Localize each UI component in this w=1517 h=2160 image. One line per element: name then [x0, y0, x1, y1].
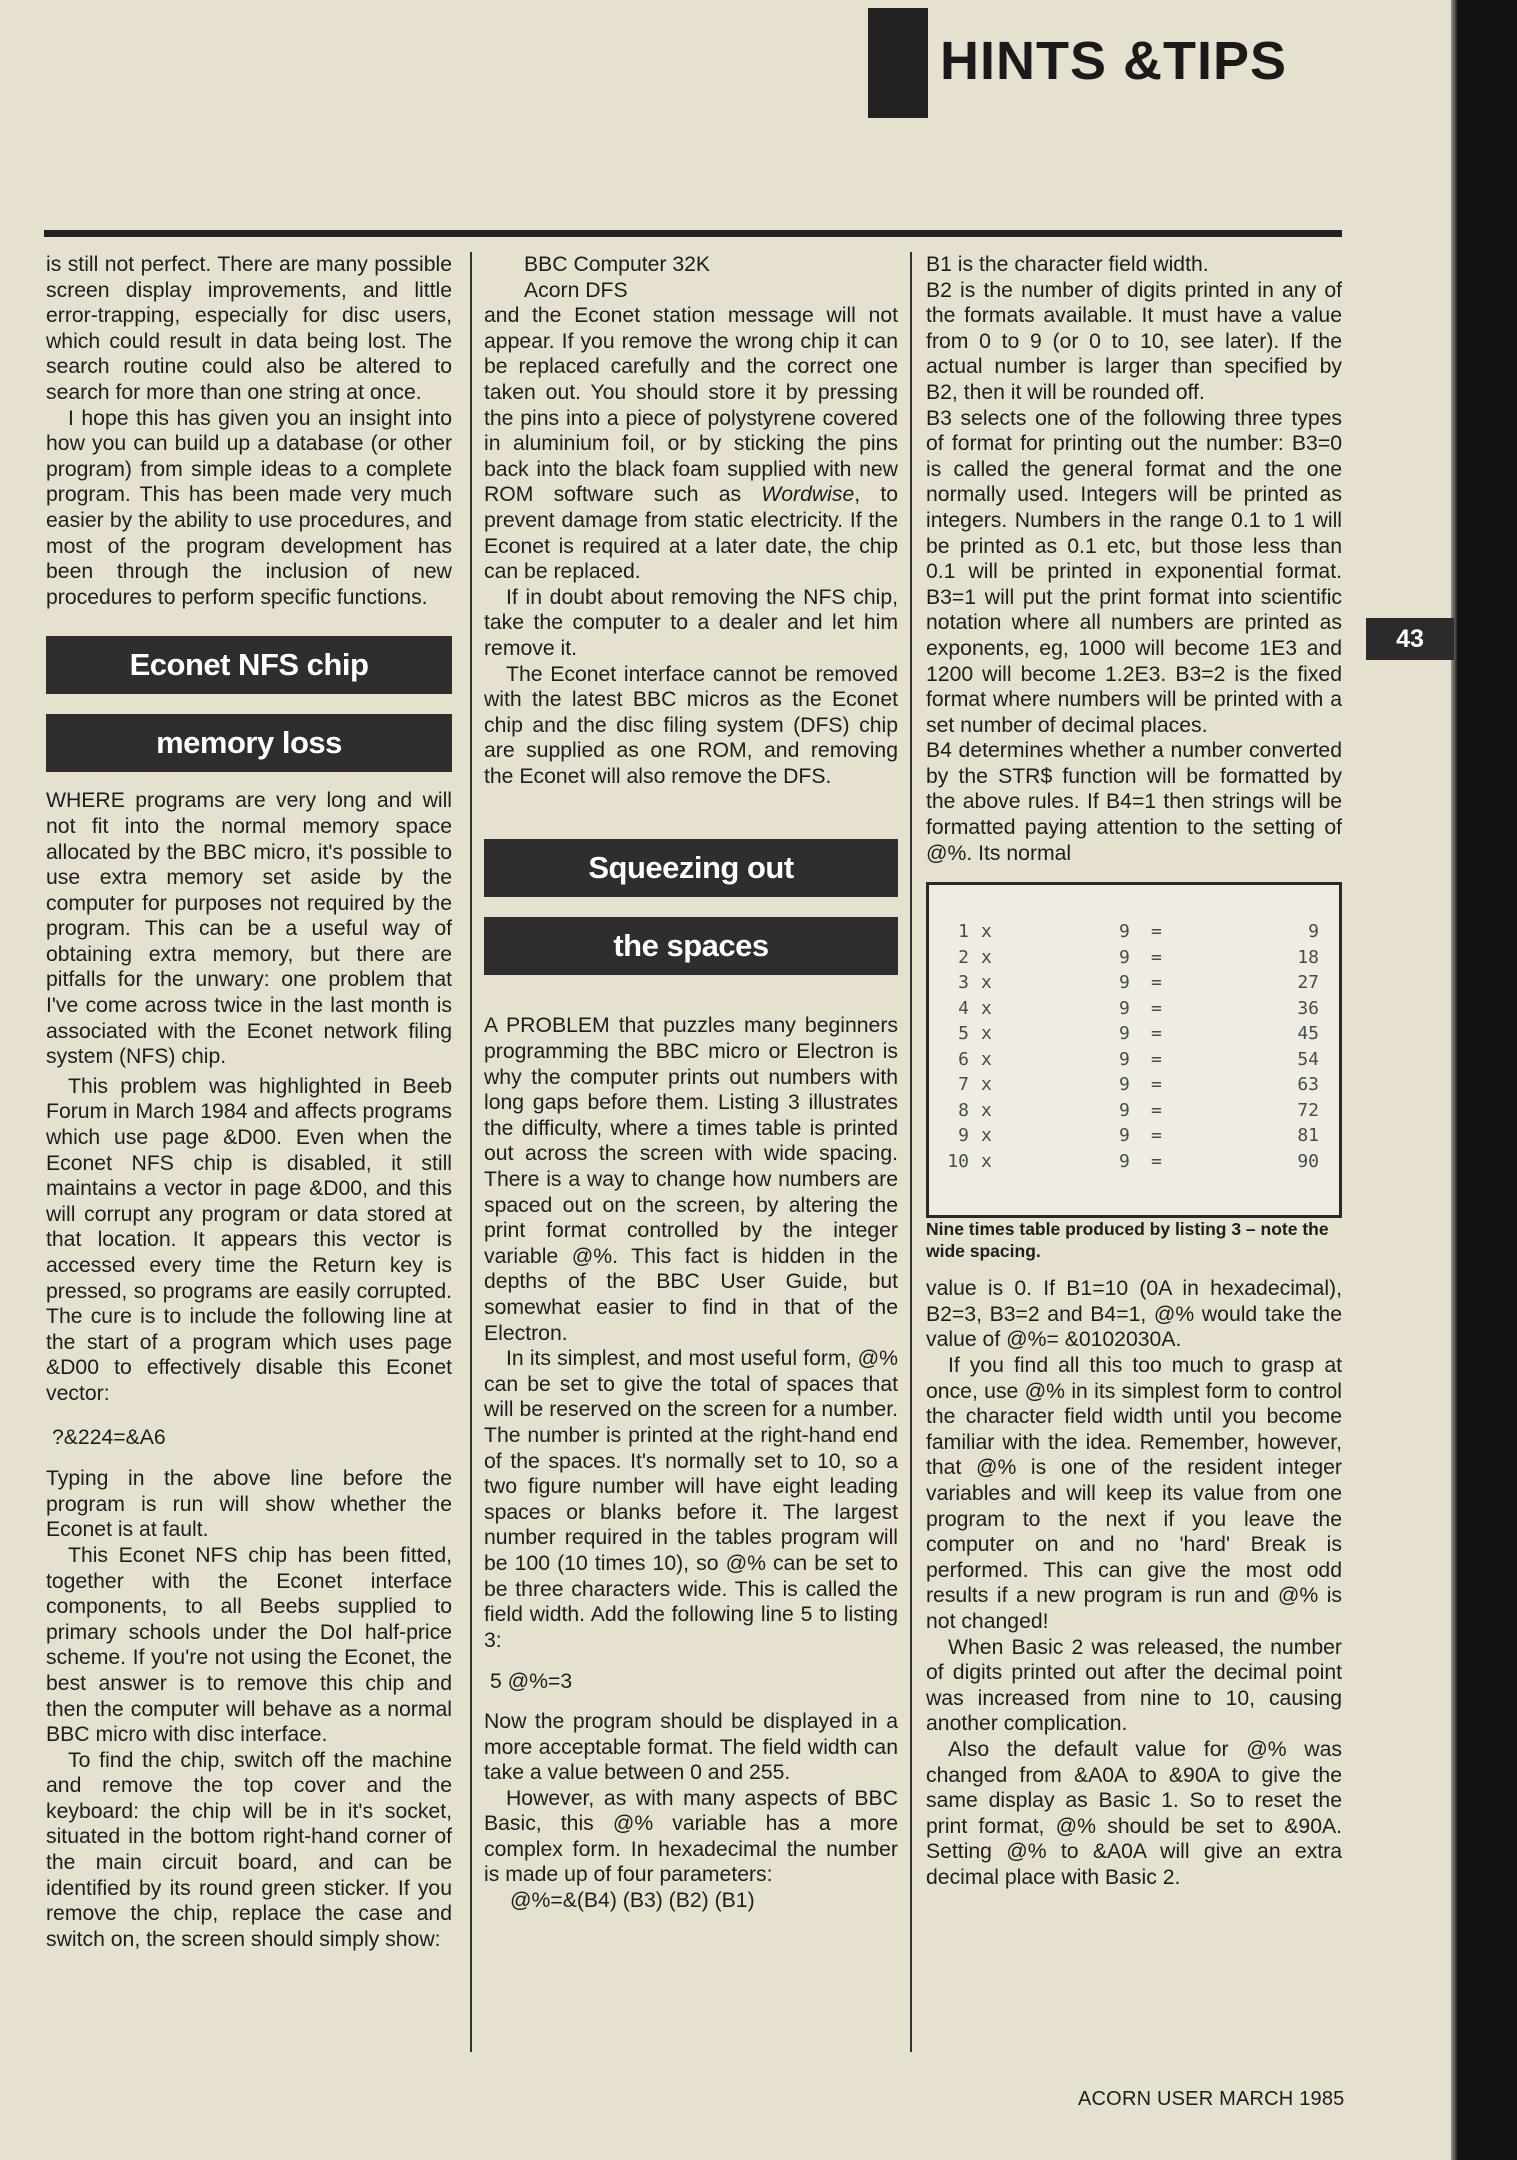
listing-row — [929, 945, 1339, 969]
listing-cell-n: 6 — [958, 1048, 969, 1070]
column-divider-2 — [910, 252, 912, 2052]
listing-row — [929, 996, 1339, 1020]
listing-cell-n: 10 — [947, 1150, 969, 1172]
paragraph: This problem was highlighted in Beeb Forum in March 1984 and affects programs which use page &D00. Even when the Econet NFS chip is disabled, it still maintains a vector in page &D00, and this will corrupt any program or data stored at that location. It appears this vector is accessed every time the Return key is pressed, so programs are easily corrupted. The cure is to include the following line at the start of a program which uses page &D00 to effectively disable this Econet vector: — [46, 1074, 452, 1405]
listing-row — [929, 1149, 1339, 1173]
headline-memory-loss: memory loss — [46, 714, 452, 772]
screen-output-line: Acorn DFS — [524, 278, 628, 302]
listing-cell-eq: = — [1151, 1150, 1162, 1172]
listing-cell-x: x — [981, 1150, 992, 1172]
listing-row — [929, 919, 1339, 943]
listing-cell-n: 3 — [958, 972, 969, 994]
listing-cell-eq: = — [1151, 1099, 1162, 1121]
column-1 — [46, 252, 452, 1952]
listing-cell-n: 2 — [958, 946, 969, 968]
listing-row — [929, 970, 1339, 994]
listing-cell-m: 9 — [1119, 1099, 1130, 1121]
listing-cell-m: 9 — [1119, 946, 1130, 968]
paragraph: If in doubt about removing the NFS chip, take the computer to a dealer and let him remove it. — [484, 585, 898, 660]
listing-row — [929, 1072, 1339, 1096]
listing-cell-eq: = — [1151, 921, 1162, 943]
listing-cell-x: x — [981, 946, 992, 968]
column-3 — [926, 252, 1342, 1891]
listing-cell-n: 7 — [958, 1074, 969, 1096]
listing-cell-x: x — [981, 1099, 992, 1121]
listing-cell-m: 9 — [1119, 1125, 1130, 1147]
listing-cell-n: 4 — [958, 997, 969, 1019]
paragraph: B3 selects one of the following three types of format for printing out the number: B3=0 is called the general format and the one normally used. Integers will be printed as integers. Numbers in the range 0.1 to 1 will be printed as 0.1 etc, but those less than 0.1 will be printed in exponential format. B3=1 will put the print format into scientific notation where all numbers are printed as exponents, eg, 1000 will become 1E3 and 1200 will become 1.2E3. B3=2 is the fixed format where numbers will be printed with a set number of decimal places. — [926, 406, 1342, 737]
listing-cell-r: 18 — [1297, 946, 1319, 968]
paragraph: WHERE programs are very long and will not fit into the normal memory space allocated by the BBC micro, it's possible to use extra memory set aside by the computer for purposes not required by the program. This can be a useful way of obtaining extra memory, but there are pitfalls for the unwary: one problem that I've come across twice in the last month is associated with the Econet network filing system (NFS) chip. — [46, 789, 452, 1069]
listing-row — [929, 1047, 1339, 1071]
paragraph: Also the default value for @% was changed from &A0A to &90A to give the same display as Basic 1. So to reset the print format, @% should be set to &90A. Setting @% to &A0A will give an extra decimal place with Basic 2. — [926, 1737, 1342, 1889]
paragraph: I hope this has given you an insight into how you can build up a database (or other program) from simple ideas to a complete program. This has been made very much easier by the ability to use procedures, and most of the program development has been through the inclusion of new procedures to perform specific functions. — [46, 406, 452, 609]
listing-cell-m: 9 — [1119, 972, 1130, 994]
listing-cell-r: 81 — [1297, 1125, 1319, 1147]
column-divider-1 — [470, 252, 472, 2052]
listing-cell-n: 8 — [958, 1099, 969, 1121]
listing-row — [929, 1098, 1339, 1122]
listing-3-output — [926, 882, 1342, 1218]
listing-cell-m: 9 — [1119, 1048, 1130, 1070]
listing-cell-n: 1 — [958, 921, 969, 943]
code-line: 5 @%=3 — [490, 1670, 573, 1694]
listing-cell-r: 27 — [1297, 972, 1319, 994]
listing-cell-m: 9 — [1119, 1023, 1130, 1045]
paragraph: B4 determines whether a number converted by the STR$ function will be formatted by the above rules. If B4=1 then strings will be formatted paying attention to the setting of @%. Its normal — [926, 739, 1342, 865]
listing-cell-r: 90 — [1297, 1150, 1319, 1172]
listing-cell-x: x — [981, 1074, 992, 1096]
listing-cell-eq: = — [1151, 1074, 1162, 1096]
listing-cell-m: 9 — [1119, 1074, 1130, 1096]
header-rule — [44, 230, 1342, 237]
listing-cell-r: 9 — [1308, 921, 1319, 943]
listing-cell-r: 36 — [1297, 997, 1319, 1019]
paragraph: Typing in the above line before the program is run will show whether the Econet is at fault. — [46, 1467, 452, 1542]
screen-output-line: BBC Computer 32K — [524, 253, 711, 276]
listing-cell-x: x — [981, 972, 992, 994]
text-run: and the Econet station message will not appear. If you remove the wrong chip it can be replaced carefully and the correct one taken out. You should store it by pressing the pins into a piece of polystyrene covered in aluminium foil, or by sticking the pins back into the black foam supplied with new ROM software such as — [484, 304, 898, 507]
listing-row — [929, 1123, 1339, 1147]
listing-cell-eq: = — [1151, 1023, 1162, 1045]
listing-cell-x: x — [981, 1023, 992, 1045]
listing-cell-n: 5 — [958, 1023, 969, 1045]
section-title: HINTS &TIPS — [940, 31, 1288, 91]
listing-cell-eq: = — [1151, 1048, 1162, 1070]
paragraph: is still not perfect. There are many possible screen display improvements, and little error-trapping, especially for disc users, which could result in data being lost. The search routine could also be altered to search for more than one string at once. — [46, 253, 452, 404]
paragraph: However, as with many aspects of BBC Basic, this @% variable has a more complex form. In hexadecimal the number is made up of four parameters: — [484, 1786, 898, 1887]
paragraph: Now the program should be displayed in a more acceptable format. The field width can take a value between 0 and 255. — [484, 1709, 898, 1785]
listing-cell-x: x — [981, 1125, 992, 1147]
headline-squeezing-out: Squeezing out — [484, 839, 898, 897]
paragraph: In its simplest, and most useful form, @% can be set to give the total of spaces that will be reserved on the screen for a number. The number is printed at the right-hand end of the spaces. It's normally set to 10, so a two figure number will have eight leading spaces or blanks before it. The largest number required in the tables program will be 100 (10 times 10), so @% can be set to be three characters wide. This is called the field width. Add the following line 5 to listing 3: — [484, 1347, 898, 1652]
text-run: , to prevent damage from static electricity. If the Econet is required at a later date, the chip can be replaced. — [484, 483, 898, 584]
listing-cell-r: 63 — [1297, 1074, 1319, 1096]
listing-cell-x: x — [981, 1048, 992, 1070]
page-number-tab: 43 — [1366, 618, 1454, 660]
listing-cell-m: 9 — [1119, 997, 1130, 1019]
header-black-block — [868, 8, 928, 118]
paragraph: A PROBLEM that puzzles many beginners programming the BBC micro or Electron is why the computer prints out numbers with long gaps before them. Listing 3 illustrates the difficulty, where a times table is printed out across the screen with wide spacing. There is a way to change how numbers are spaced out on the screen, by altering the print format controlled by the integer variable @%. This fact is hidden in the depths of the BBC User Guide, but somewhat easier to find in that of the Electron. — [484, 1014, 898, 1345]
listing-cell-m: 9 — [1119, 1150, 1130, 1172]
listing-cell-eq: = — [1151, 972, 1162, 994]
headline-the-spaces: the spaces — [484, 917, 898, 975]
paragraph: B1 is the character field width. — [926, 253, 1209, 276]
listing-cell-x: x — [981, 921, 992, 943]
page-binding-edge — [1451, 0, 1517, 2160]
listing-cell-r: 54 — [1297, 1048, 1319, 1070]
listing-caption: Nine times table produced by listing 3 – note the wide spacing. — [926, 1219, 1329, 1262]
code-line: @%=&(B4) (B3) (B2) (B1) — [510, 1889, 755, 1913]
listing-cell-n: 9 — [958, 1125, 969, 1147]
headline-econet-nfs-chip: Econet NFS chip — [46, 636, 452, 694]
paragraph: If you find all this too much to grasp at once, use @% in its simplest form to control the character field width until you become familiar with the idea. Remember, however, that @% is one of the resident integer variables and will keep its value from one program to the next if you leave the computer on and no 'hard' Break is performed. This can give the most odd results if a new program is run and @% is not changed! — [926, 1354, 1342, 1633]
listing-cell-x: x — [981, 997, 992, 1019]
paragraph: B2 is the number of digits printed in any of the formats available. It must have a value from 0 to 9 (or 0 to 10, see later). If the actual number is larger than specified by B2, then it will be rounded off. — [926, 278, 1342, 404]
listing-row — [929, 1021, 1339, 1045]
listing-cell-r: 45 — [1297, 1023, 1319, 1045]
paragraph: value is 0. If B1=10 (0A in hexadecimal), B2=3, B3=2 and B4=1, @% would take the value of @%= &0102030A. — [926, 1277, 1342, 1352]
listing-cell-eq: = — [1151, 997, 1162, 1019]
paragraph: This Econet NFS chip has been fitted, together with the Econet interface components, to all Beebs supplied to primary schools under the DoI half-price scheme. If you're not using the Econet, the best answer is to remove this chip and then the computer will behave as a normal BBC micro with disc interface. — [46, 1543, 452, 1747]
paragraph — [484, 303, 898, 585]
listing-cell-m: 9 — [1119, 921, 1130, 943]
listing-cell-eq: = — [1151, 1125, 1162, 1147]
paragraph: The Econet interface cannot be removed with the latest BBC micros as the Econet chip and the disc filing system (DFS) chip are supplied as one ROM, and removing the Econet will also remove the DFS. — [484, 662, 898, 788]
column-2 — [484, 252, 898, 1914]
code-line: ?&224=&A6 — [52, 1425, 166, 1449]
emphasis-wordwise: Wordwise — [761, 483, 855, 507]
paragraph: To find the chip, switch off the machine and remove the top cover and the keyboard: the chip will be in it's socket, situated in the bottom right-hand corner of the main circuit board, and can be identified by its round green sticker. If you remove the chip, replace the case and switch on, the screen should simply show: — [46, 1748, 452, 1951]
listing-cell-eq: = — [1151, 946, 1162, 968]
footer-publication: ACORN USER MARCH 1985 — [1078, 2088, 1345, 2110]
listing-cell-r: 72 — [1297, 1099, 1319, 1121]
paragraph: When Basic 2 was released, the number of digits printed out after the decimal point was increased from nine to 10, causing another complication. — [926, 1635, 1342, 1736]
